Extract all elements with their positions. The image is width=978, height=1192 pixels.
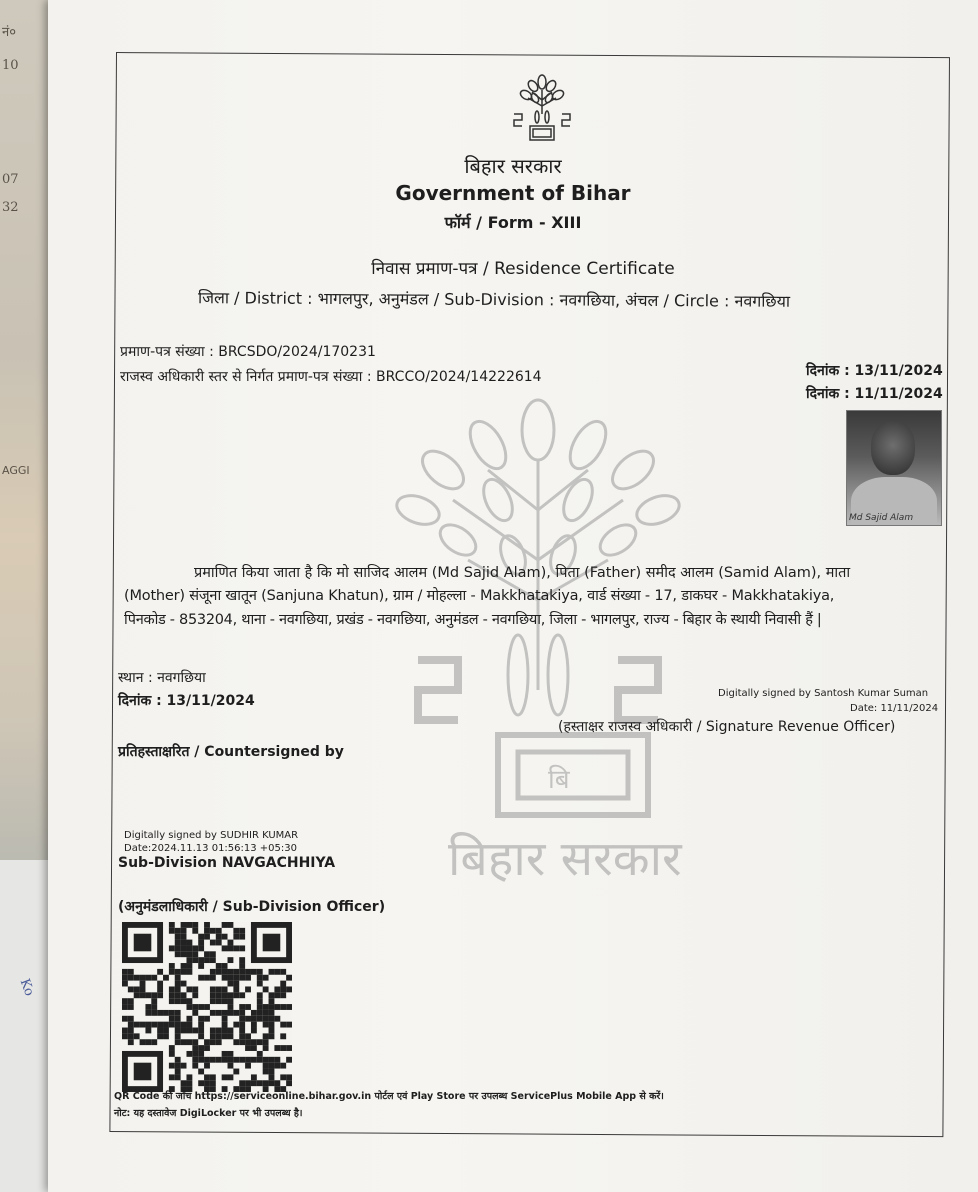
sdo-signature-label: (अनुमंडलाधिकारी / Sub-Division Officer) xyxy=(118,899,386,915)
sdo-digital-signature: Digitally signed by SUDHIR KUMAR xyxy=(124,830,299,841)
photo-caption: Md Sajid Alam xyxy=(849,513,914,523)
background-scrap-text: नं० xyxy=(2,25,16,40)
header-government-of-bihar: Government of Bihar xyxy=(395,181,631,205)
digilocker-note: नोट: यह दस्तावेज DigiLocker पर भी उपलब्ध है। xyxy=(114,1108,303,1119)
certificate-body-line-3: पिनकोड - 853204, थाना - नवगछिया, प्रखंड - नवगछिया, अनुमंडल - नवगछिया, जिला - भागलपुर, राज्य - बिहार के स्थायी निवासी हैं | xyxy=(124,612,822,628)
revenue-officer-signature-label: (हस्ताक्षर राजस्व अधिकारी / Signature Revenue Officer) xyxy=(558,719,896,735)
sdo-signature-date: Date:2024.11.13 01:56:13 +05:30 xyxy=(124,843,297,854)
background-scrap-text: 10 xyxy=(2,58,19,73)
issue-date: दिनांक : 13/11/2024 xyxy=(118,693,255,709)
background-scrap-text: 32 xyxy=(2,200,19,215)
district-subdivision-circle-line: जिला / District : भागलपुर, अनुमंडल / Sub-Division : नवगछिया, अंचल / Circle : नवगछिया xyxy=(197,288,791,311)
verification-qr-code xyxy=(120,922,294,1092)
header-hindi-government: बिहार सरकार xyxy=(464,154,562,178)
revenue-officer-signature-date: Date: 11/11/2024 xyxy=(850,703,939,714)
revenue-certificate-date: दिनांक : 11/11/2024 xyxy=(806,386,943,402)
applicant-photo xyxy=(846,410,942,526)
background-scrap-text: Ko xyxy=(16,976,37,999)
certificate-sheet xyxy=(48,0,978,1192)
sdo-subdivision: Sub-Division NAVGACHHIYA xyxy=(118,855,336,871)
place-of-issue: स्थान : नवगछिया xyxy=(118,670,206,686)
certificate-body-line-1: प्रमाणित किया जाता है कि मो साजिद आलम (Md Sajid Alam), पिता (Father) समीद आलम (Samid Alam), माता xyxy=(194,565,851,581)
watermark-emblem-text: बि xyxy=(548,765,570,795)
bihar-emblem-watermark xyxy=(358,390,718,890)
background-scrap-text: 07 xyxy=(2,172,19,187)
certificate-body-line-2: (Mother) संजूना खातून (Sanjuna Khatun), ग्राम / मोहल्ला - Makkhatakiya, वार्ड संख्या - 17, डाकघर - Makkhatakiya, xyxy=(124,588,835,604)
background-scrap-text: AGGI xyxy=(2,464,30,477)
header-form-number: फॉर्म / Form - XIII xyxy=(444,213,582,232)
countersigned-by-label: प्रतिहस्ताक्षरित / Countersigned by xyxy=(118,744,344,760)
certificate-number: प्रमाण-पत्र संख्या : BRCSDO/2024/170231 xyxy=(120,344,376,360)
photo-face xyxy=(871,421,915,475)
revenue-officer-certificate-number: राजस्व अधिकारी स्तर से निर्गत प्रमाण-पत्र संख्या : BRCCO/2024/14222614 xyxy=(120,369,542,385)
certificate-title: निवास प्रमाण-पत्र / Residence Certificate xyxy=(371,259,675,279)
certificate-date: दिनांक : 13/11/2024 xyxy=(806,363,943,379)
watermark-bihar-sarkar-text: बिहार सरकार xyxy=(448,831,682,887)
bihar-emblem-logo xyxy=(510,70,574,144)
qr-verification-note: QR Code की जाँच https://serviceonline.bihar.gov.in पोर्टल एवं Play Store पर उपलब्ध ServicePlus Mobile App से करें। xyxy=(114,1091,664,1102)
revenue-officer-digital-signature: Digitally signed by Santosh Kumar Suman xyxy=(718,688,929,699)
